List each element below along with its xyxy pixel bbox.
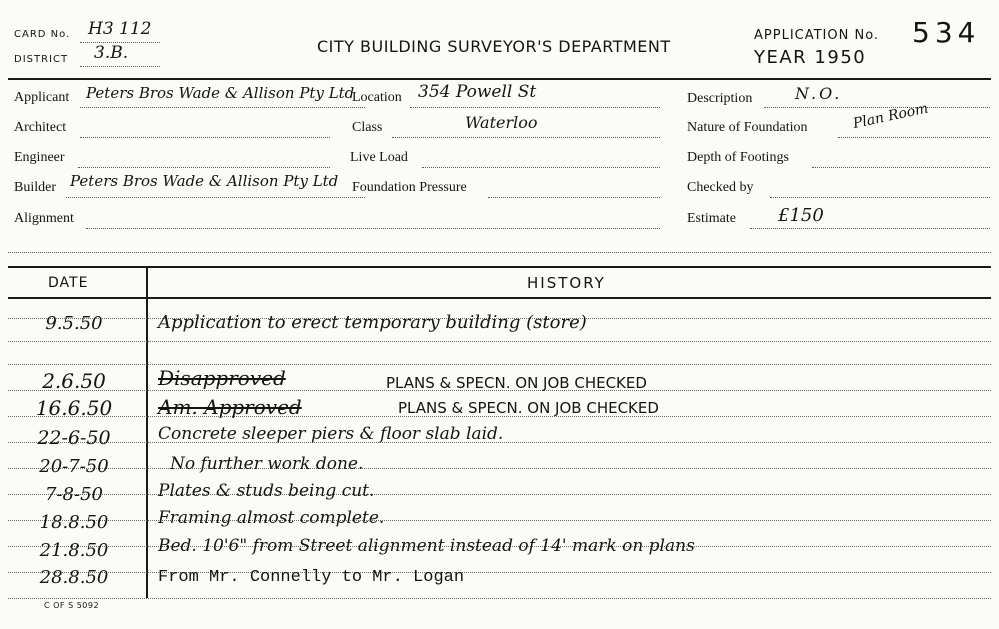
class-label: Class [352,120,383,135]
alignment-label: Alignment [14,211,74,226]
history-text: Application to erect temporary building (store) [158,312,587,333]
history-text: Am. Approved [158,395,302,419]
history-date: 9.5.50 [45,313,103,334]
architect-label: Architect [14,120,67,135]
history-text: No further work done. [170,454,364,474]
history-date: 7-8-50 [45,484,103,505]
live-load-label: Live Load [350,150,408,165]
card-no-value: H3 112 [88,19,152,39]
builder-label: Builder [14,180,56,195]
date-column-header: DATE [48,275,89,291]
estimate-value: £150 [778,205,824,226]
history-text: Bed. 10'6" from Street alignment instead of 14' mark on plans [158,536,695,556]
history-date: 22-6-50 [37,427,111,449]
history-date: 28.8.50 [39,567,109,588]
class-value: Waterloo [465,113,538,132]
history-date: 20-7-50 [39,456,109,477]
engineer-label: Engineer [14,150,65,165]
history-text: From Mr. Connelly to Mr. Logan [158,568,465,587]
checked-by-label: Checked by [687,180,754,195]
nature-of-foundation-label: Nature of Foundation [687,120,808,135]
application-number: 534 [912,16,981,49]
stamp-plans-checked: PLANS & SPECN. ON JOB CHECKED [386,374,647,392]
location-label: Location [352,90,402,105]
history-text: Plates & studs being cut. [158,481,375,501]
form-code: C OF S 5092 [44,601,100,610]
depth-of-footings-label: Depth of Footings [687,150,789,165]
application-label: APPLICATION No. [754,28,880,43]
history-date: 16.6.50 [35,396,113,420]
builder-value: Peters Bros Wade & Allison Pty Ltd [70,172,339,190]
history-text: Disapproved [158,366,286,390]
history-date: 18.8.50 [39,512,109,533]
applicant-label: Applicant [14,90,70,105]
nature-of-foundation-value: Plan Room [851,100,930,132]
history-text: Framing almost complete. [158,508,385,528]
card-no-label: CARD No. [14,29,71,40]
year: YEAR 1950 [754,47,867,68]
applicant-value: Peters Bros Wade & Allison Pty Ltd [86,84,355,102]
district-label: DISTRICT [14,54,69,65]
description-label: Description [687,91,753,106]
foundation-pressure-label: Foundation Pressure [352,180,467,195]
description-value: N.O. [795,84,843,103]
department-title: CITY BUILDING SURVEYOR'S DEPARTMENT [317,37,671,56]
history-text: Concrete sleeper piers & floor slab laid. [158,424,504,444]
history-column-header: HISTORY [527,274,606,292]
estimate-label: Estimate [687,211,736,226]
location-value: 354 Powell St [418,82,537,102]
district-value: 3.B. [94,43,129,63]
history-date: 21.8.50 [39,540,109,561]
history-date: 2.6.50 [42,369,106,393]
stamp-plans-checked: PLANS & SPECN. ON JOB CHECKED [398,399,659,417]
